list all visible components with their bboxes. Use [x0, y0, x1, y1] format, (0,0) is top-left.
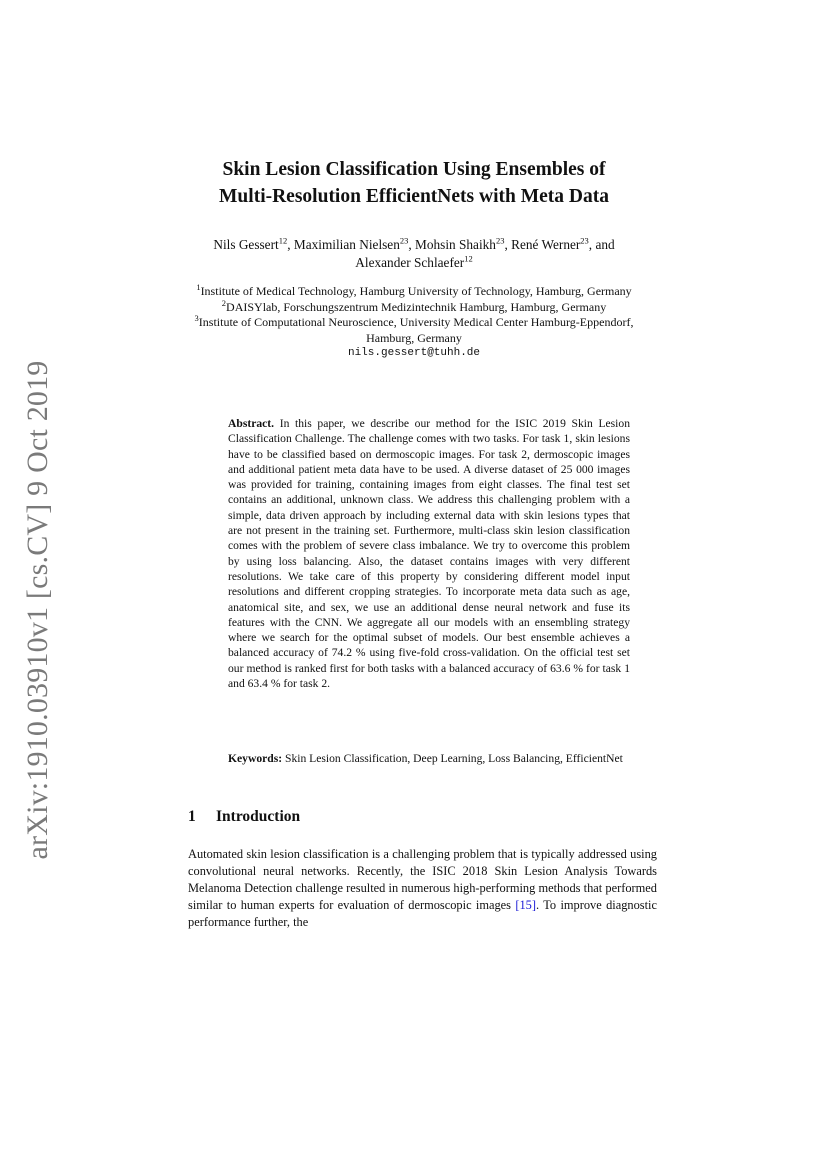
section-heading — [188, 808, 300, 826]
introduction-paragraph — [188, 846, 657, 931]
author-affiliation-marker: 12 — [464, 253, 473, 264]
author-name: Alexander Schlaefer — [355, 255, 465, 270]
affiliation-number: 1 — [196, 282, 201, 292]
keywords — [228, 751, 630, 766]
author-name: René Werner — [511, 237, 581, 252]
author-name: Nils Gessert — [213, 237, 279, 252]
section-title: Introduction — [216, 808, 301, 825]
author-affiliation-marker: 23 — [580, 235, 589, 246]
intro-text: Automated skin lesion classification is a challenging problem that is typically addressed using convolutional neural networks. Recently, the ISIC 2018 Skin Lesion Analysis Towards Melanoma Detection challenge resulted in numerous high-performing methods that performed similar to human experts for evaluation of dermoscopic images — [188, 847, 657, 912]
author-separator: , and — [588, 237, 615, 252]
affiliation-text: Institute of Computational Neuroscience, University Medical Center Hamburg-Eppendorf, Hamburg, Germany — [198, 315, 634, 345]
abstract-label: Abstract. — [228, 417, 275, 430]
author-name: Mohsin Shaikh — [415, 237, 496, 252]
affiliation-list — [180, 284, 648, 362]
author-affiliation-marker: 23 — [495, 235, 505, 246]
affiliation-number: 2 — [221, 297, 227, 308]
affiliation-number: 3 — [194, 313, 199, 323]
affiliation-text: DAISYlab, Forschungszentrum Medizintechnik Hamburg, Hamburg, Germany — [226, 299, 607, 314]
title-line-2: Multi-Resolution EfficientNets with Meta Data — [219, 186, 609, 207]
keywords-label: Keywords: — [228, 752, 283, 765]
abstract-text: In this paper, we describe our method for the ISIC 2019 Skin Lesion Classification Challenge. The challenge comes with two tasks. For task 1, skin lesions have to be classified based on dermoscopic images. For task 2, dermoscopic images and additional patient meta data have to be used. A diverse dataset of 25 000 images was provided for training, containing images from eight classes. The final test set contains an additional, unknown class. We address this challenging problem with a simple, data driven approach by including external data with skin lesions types that are not present in the training set. Furthermore, multi-class skin lesion classification comes with the problem of severe class imbalance. We try to overcome this problem by using loss balancing. Also, the dataset contains images with very different resolutions. We take care of this property by considering different model input resolutions and different cropping strategies. To incorporate meta data such as age, anatomical site, and sex, we use an additional dense neural network and fuse its features with the CNN. We aggregate all our models with an ensembling strategy where we search for the optimal subset of models. Our best ensemble achieves a balanced accuracy of 74.2 % using five-fold cross-validation. On the official test set our method is ranked first for both tasks with a balanced accuracy of 63.6 % for task 1 and 63.4 % for task 2. — [228, 417, 630, 691]
keywords-text: Skin Lesion Classification, Deep Learning, Loss Balancing, EfficientNet — [285, 752, 623, 765]
author-separator: , — [287, 237, 294, 252]
author-separator: , — [408, 237, 416, 252]
affiliation-text: Institute of Medical Technology, Hamburg University of Technology, Hamburg, Germany — [200, 284, 632, 298]
section-number: 1 — [188, 808, 196, 825]
affiliation-3 — [180, 315, 648, 346]
intro-text-continued: . To improve diagnostic performance further, the — [188, 898, 657, 929]
paper-title — [150, 156, 678, 210]
contact-email[interactable]: nils.gessert@tuhh.de — [347, 347, 481, 359]
author-name: Maximilian Nielsen — [293, 237, 400, 252]
citation-link[interactable]: [15] — [515, 898, 536, 912]
author-affiliation-marker: 12 — [278, 235, 288, 246]
author-separator: , — [504, 237, 512, 252]
abstract — [228, 416, 630, 691]
author-list — [150, 236, 678, 272]
arxiv-side-stamp: arXiv:1910.03910v1 [cs.CV] 9 Oct 2019 — [21, 360, 54, 860]
title-line-1: Skin Lesion Classification Using Ensembles of — [222, 159, 606, 180]
affiliation-2 — [180, 297, 648, 316]
affiliation-1 — [180, 284, 648, 300]
author-affiliation-marker: 23 — [399, 235, 409, 246]
